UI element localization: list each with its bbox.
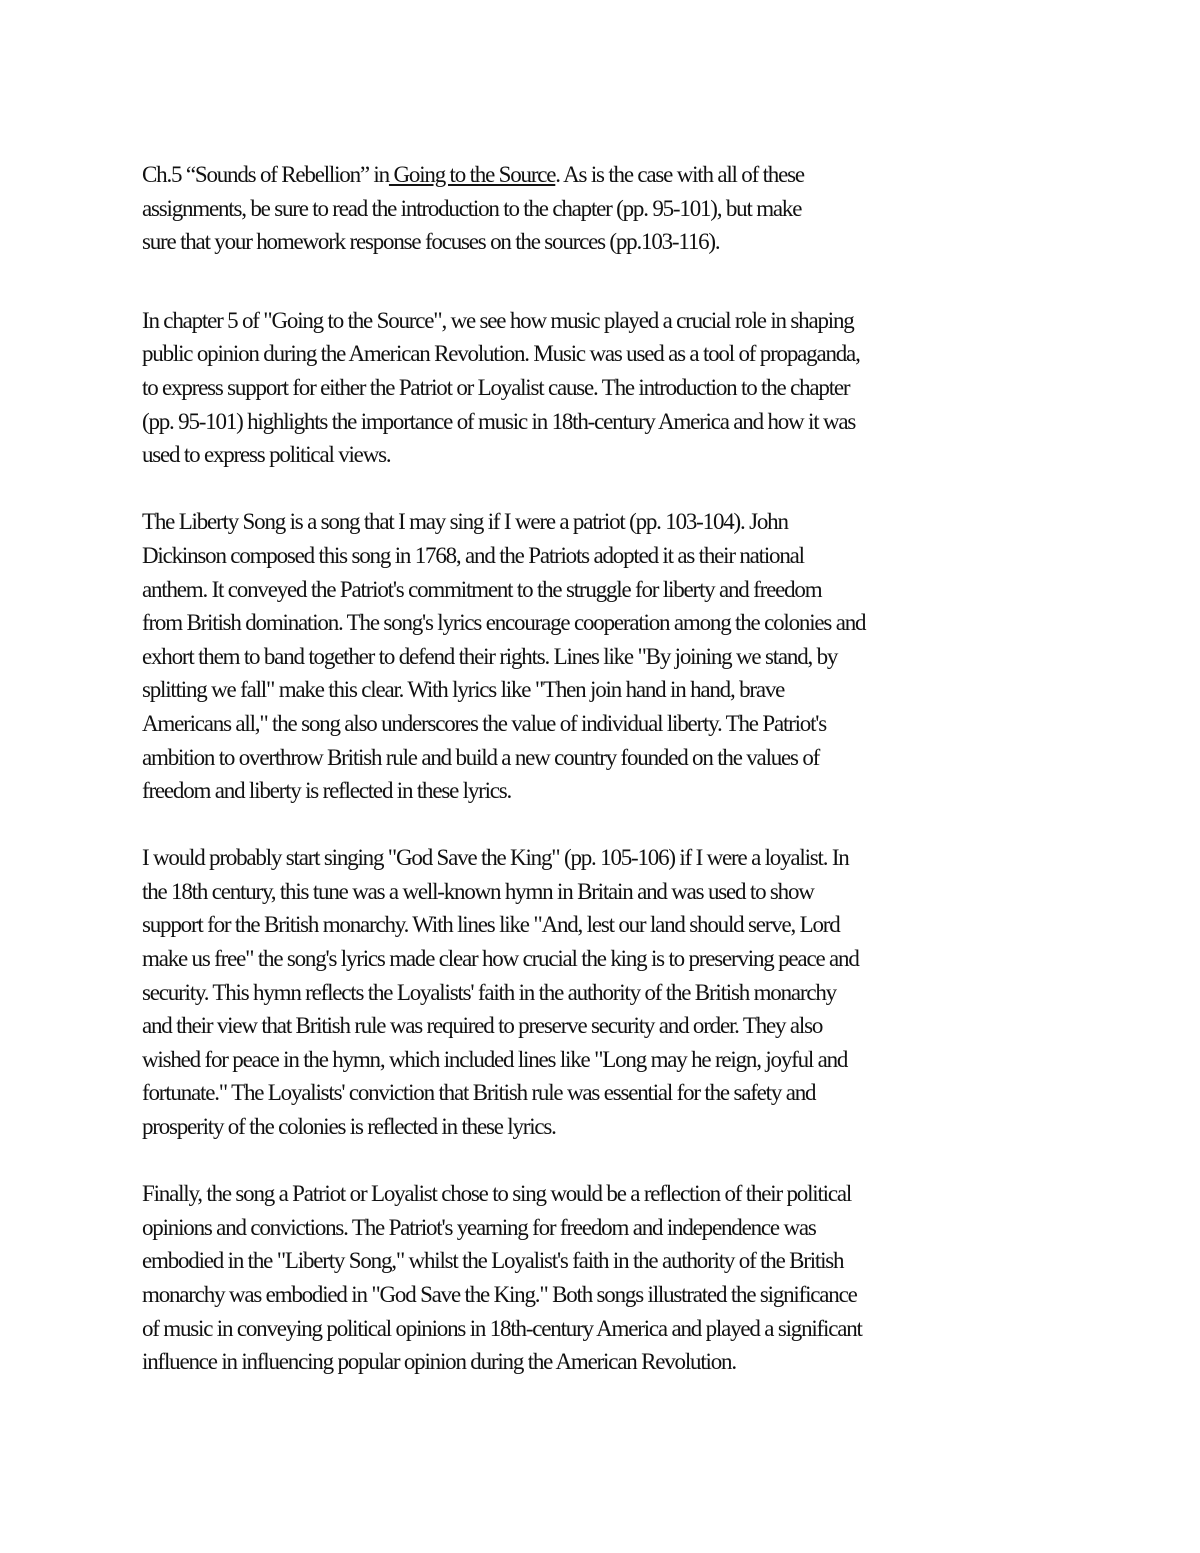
paragraph-line: The Liberty Song is a song that I may sing if I were a patriot (pp. 103-104). John <box>142 509 788 535</box>
paragraph-line: and their view that British rule was required to preserve security and order. They also <box>142 1013 823 1039</box>
paragraph-line: make us free" the song's lyrics made clear how crucial the king is to preserving peace and <box>142 946 859 972</box>
paragraph-conclusion <box>142 1177 1072 1379</box>
prompt-line-2: assignments, be sure to read the introduction to the chapter (pp. 95-101), but make <box>142 195 802 221</box>
prompt-text-before-title: Ch.5 “Sounds of Rebellion” in <box>142 162 389 187</box>
paragraph-line: public opinion during the American Revolution. Music was used as a tool of propaganda, <box>142 341 860 367</box>
paragraph-line: the 18th century, this tune was a well-known hymn in Britain and was used to show <box>142 878 814 904</box>
prompt-line-1 <box>142 158 1072 192</box>
paragraph-line: wished for peace in the hymn, which included lines like "Long may he reign, joyful and <box>142 1046 848 1072</box>
paragraph-line: of music in conveying political opinions in 18th-century America and played a significant <box>142 1315 862 1341</box>
paragraph-line: from British domination. The song's lyrics encourage cooperation among the colonies and <box>142 610 866 636</box>
paragraph-line: support for the British monarchy. With lines like "And, lest our land should serve, Lord <box>142 912 840 938</box>
paragraph-line: Finally, the song a Patriot or Loyalist chose to sing would be a reflection of their political <box>142 1181 852 1207</box>
paragraph-line: anthem. It conveyed the Patriot's commitment to the struggle for liberty and freedom <box>142 576 822 602</box>
paragraph-line: I would probably start singing "God Save the King" (pp. 105-106) if I were a loyalist. In <box>142 845 849 871</box>
assignment-prompt <box>142 158 1072 259</box>
paragraph-introduction <box>142 304 1072 472</box>
paragraph-line: prosperity of the colonies is reflected in these lyrics. <box>142 1114 556 1140</box>
book-title: Going to the Source <box>388 162 556 187</box>
paragraph-line: fortunate." The Loyalists' conviction that British rule was essential for the safety and <box>142 1080 816 1106</box>
document-body <box>142 158 1072 1379</box>
paragraph-line: exhort them to band together to defend their rights. Lines like "By joining we stand, by <box>142 643 838 669</box>
paragraph-line: influence in influencing popular opinion during the American Revolution. <box>142 1349 736 1375</box>
prompt-text-after-title: . As is the case with all of these <box>555 162 804 187</box>
paragraph-line: to express support for either the Patriot or Loyalist cause. The introduction to the chapter <box>142 374 850 400</box>
paragraph-line: In chapter 5 of "Going to the Source", we see how music played a crucial role in shaping <box>142 307 854 333</box>
paragraph-line: (pp. 95-101) highlights the importance of music in 18th-century America and how it was <box>142 408 856 434</box>
paragraph-line: security. This hymn reflects the Loyalists' faith in the authority of the British monarchy <box>142 979 836 1005</box>
paragraph-line: ambition to overthrow British rule and build a new country founded on the values of <box>142 744 820 770</box>
paragraph-line: splitting we fall" make this clear. With lyrics like "Then join hand in hand, brave <box>142 677 785 703</box>
paragraph-line: embodied in the "Liberty Song," whilst the Loyalist's faith in the authority of the British <box>142 1248 844 1274</box>
paragraph-line: monarchy was embodied in "God Save the King." Both songs illustrated the significance <box>142 1282 857 1307</box>
paragraph-line: freedom and liberty is reflected in these lyrics. <box>142 778 512 804</box>
paragraph-line: used to express political views. <box>142 442 391 468</box>
prompt-line-3: sure that your homework response focuses on the sources (pp.103-116). <box>142 229 720 255</box>
paragraph-line: Americans all," the song also underscores the value of individual liberty. The Patriot's <box>142 710 826 736</box>
paragraph-god-save-the-king <box>142 841 1072 1143</box>
paragraph-liberty-song <box>142 505 1072 807</box>
paragraph-line: opinions and convictions. The Patriot's yearning for freedom and independence was <box>142 1214 816 1240</box>
paragraph-line: Dickinson composed this song in 1768, and the Patriots adopted it as their national <box>142 542 804 568</box>
